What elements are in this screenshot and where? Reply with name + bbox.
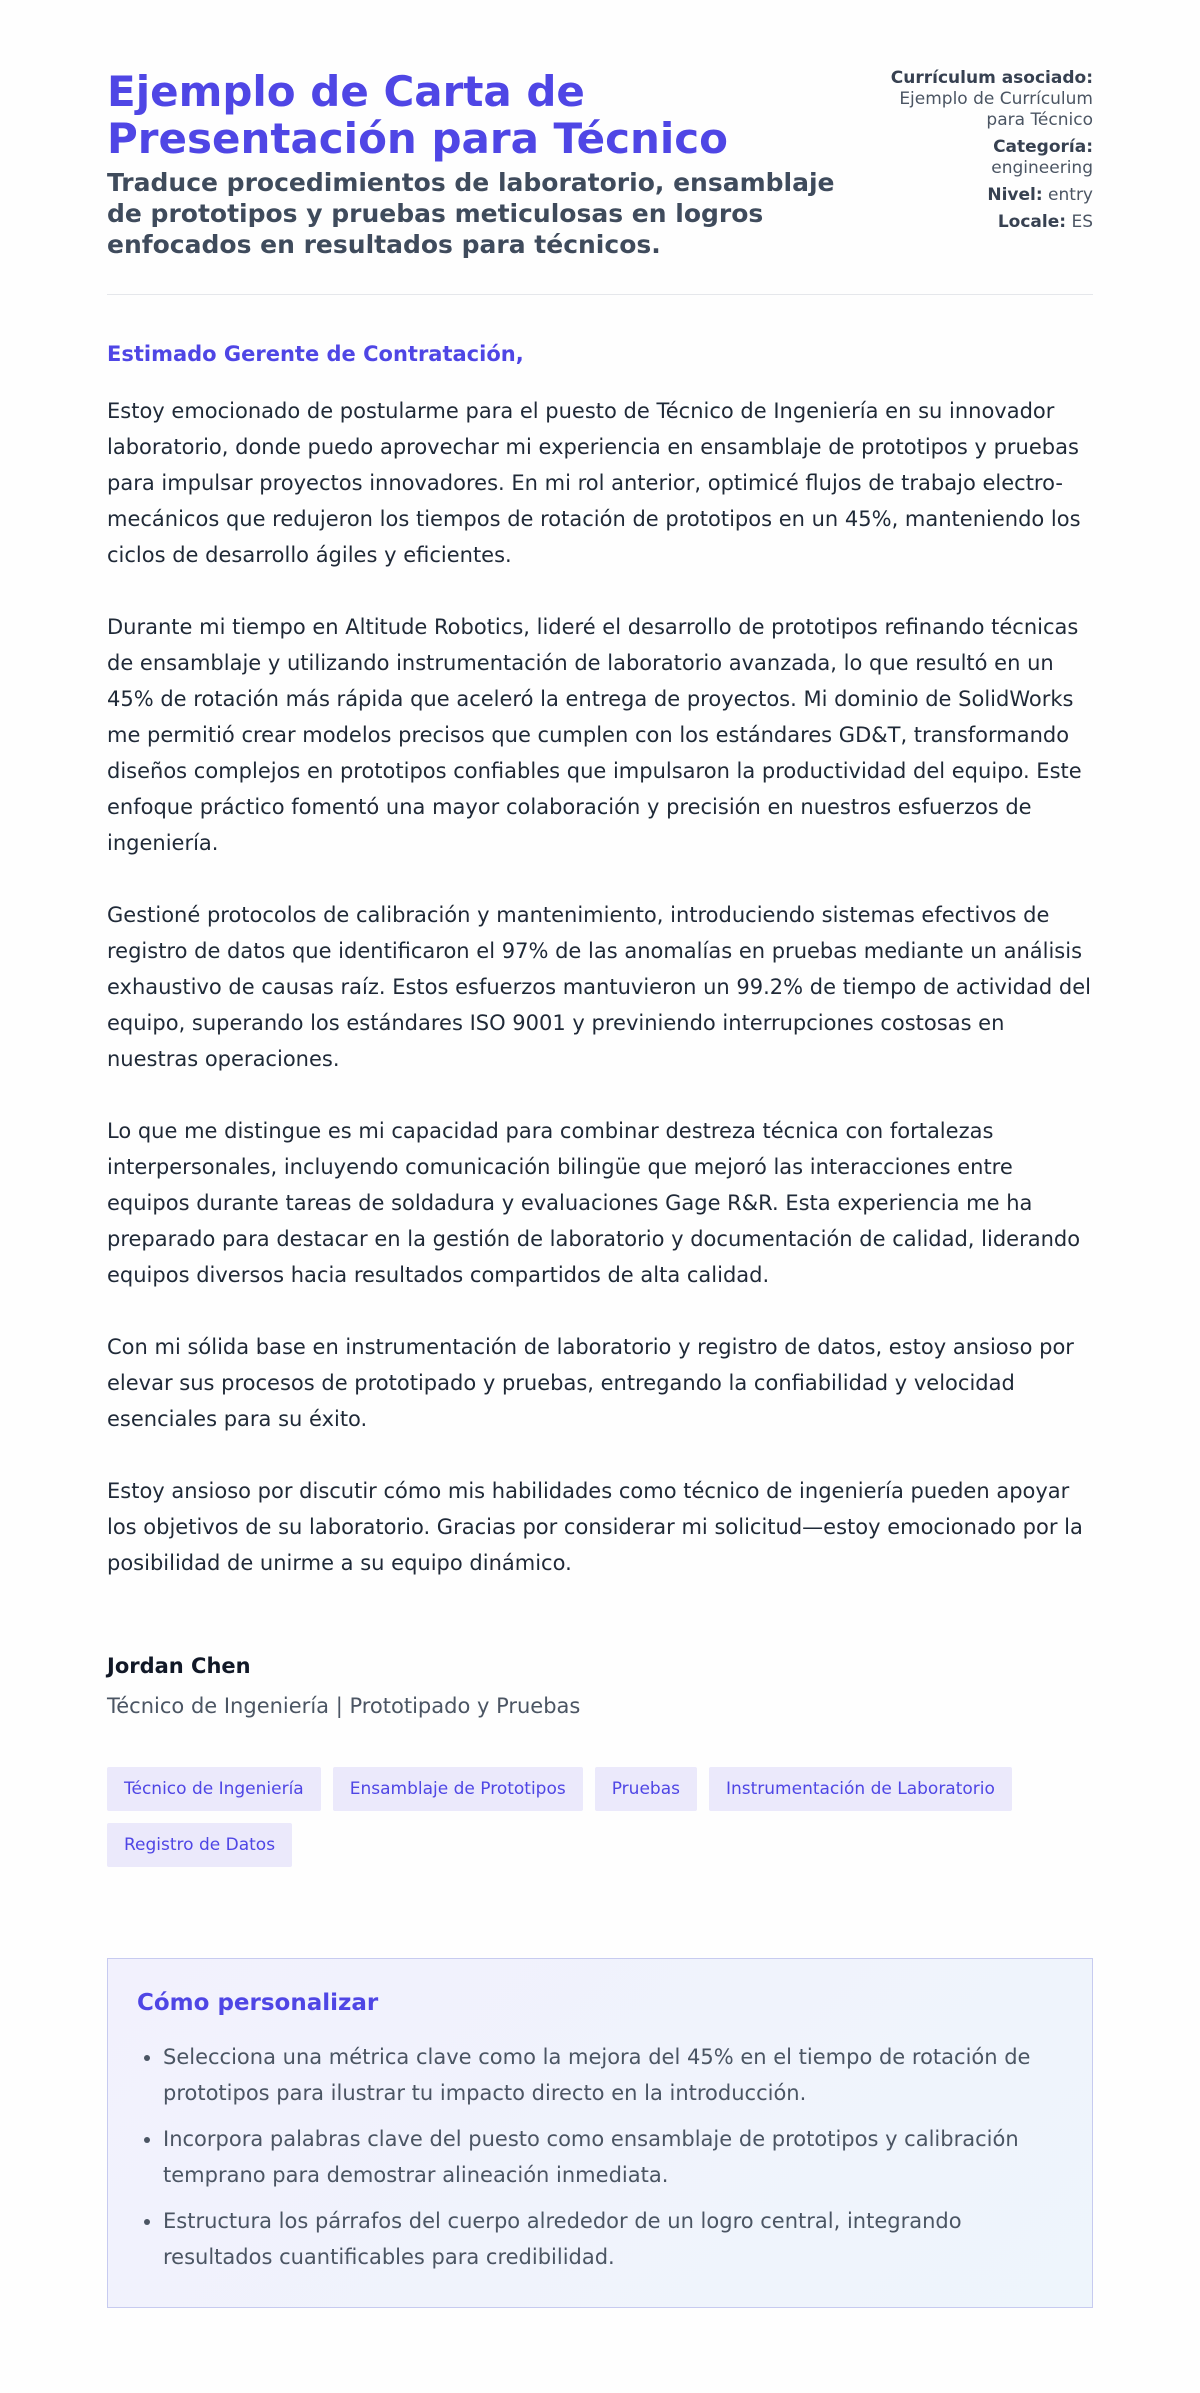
meta-locale xyxy=(885,212,1093,233)
meta-panel xyxy=(885,68,1093,239)
guide-item: • Estructura los párrafos del cuerpo alrededor de un logro central, integrando resultados cuantificables para credibilidad. xyxy=(163,2203,1063,2275)
letter-paragraph: Estoy ansioso por discutir cómo mis habilidades como técnico de ingeniería pueden apoyar los objetivos de su laboratorio. Gracias por considerar mi solicitud—estoy emocionado por la posibilidad de unirme a su equipo dinámico. xyxy=(107,1479,1083,1575)
signature-title: Técnico de Ingeniería | Prototipado y Pruebas xyxy=(107,1694,581,1718)
meta-locale-label: Locale: xyxy=(997,212,1067,232)
meta-category-value: engineering xyxy=(991,158,1093,178)
customization-guide xyxy=(107,1958,1093,2308)
header-titles xyxy=(107,68,867,260)
guide-item: • Incorpora palabras clave del puesto como ensamblaje de prototipos y calibración temprano para demostrar alineación inmediata. xyxy=(163,2121,1063,2193)
meta-level-label: Nivel: xyxy=(987,185,1043,205)
meta-level xyxy=(885,185,1093,206)
letter-paragraph: Durante mi tiempo en Altitude Robotics, lideré el desarrollo de prototipos refinando técnicas de ensamblaje y utilizando instrumentación de laboratorio avanzada, lo que resultó en un 45% de rotación más rápida que aceleró la entrega de proyectos. Mi dominio de SolidWorks me permitió crear modelos precisos que cumplen con los estándares GD&T, transformando diseños complejos en prototipos confiables que impulsaron la productividad del equipo. Este enfoque práctico fomentó una mayor colaboración y precisión en nuestros esfuerzos de ingeniería. xyxy=(107,615,1082,855)
guide-list xyxy=(137,2039,1063,2275)
meta-resume-label: Currículum asociado: xyxy=(890,68,1093,88)
letter-paragraph: Gestioné protocolos de calibración y mantenimiento, introduciendo sistemas efectivos de registro de datos que identificaron el 97% de las anomalías en pruebas mediante un análisis exhaustivo de causas raíz. Estos esfuerzos mantuvieron un 99.2% de tiempo de actividad del equipo, superando los estándares ISO 9001 y previniendo interrupciones costosas en nuestras operaciones. xyxy=(107,903,1091,1071)
meta-resume-value: Ejemplo de Currículum para Técnico xyxy=(899,89,1093,130)
tag: Ensamblaje de Prototipos xyxy=(333,1767,583,1811)
letter-paragraph: Con mi sólida base en instrumentación de laboratorio y registro de datos, estoy ansioso por elevar sus procesos de prototipado y pruebas, entregando la confiabilidad y velocidad esenciales para su éxito. xyxy=(107,1335,1074,1431)
meta-category xyxy=(885,137,1093,179)
meta-category-label: Categoría: xyxy=(993,137,1093,157)
guide-item: • Selecciona una métrica clave como la mejora del 45% en el tiempo de rotación de prototipos para ilustrar tu impacto directo en la introducción. xyxy=(163,2039,1063,2111)
letter-paragraph: Lo que me distingue es mi capacidad para combinar destreza técnica con fortalezas interpersonales, incluyendo comunicación bilingüe que mejoró las interacciones entre equipos durante tareas de soldadura y evaluaciones Gage R&R. Esta experiencia me ha preparado para destacar en la gestión de laboratorio y documentación de calidad, liderando equipos diversos hacia resultados compartidos de alta calidad. xyxy=(107,1119,1081,1287)
page-header xyxy=(107,68,1093,295)
signature-name: Jordan Chen xyxy=(107,1654,251,1678)
letter-body xyxy=(107,295,1093,1719)
salutation: Estimado Gerente de Contratación, xyxy=(107,342,524,366)
meta-resume xyxy=(885,68,1093,131)
tag: Instrumentación de Laboratorio xyxy=(709,1767,1012,1811)
tag: Registro de Datos xyxy=(107,1823,292,1867)
tag: Técnico de Ingeniería xyxy=(107,1767,321,1811)
page-subtitle: Traduce procedimientos de laboratorio, ensamblaje de prototipos y pruebas meticulosas en logros enfocados en resultados para técnicos. xyxy=(107,168,835,259)
tag: Pruebas xyxy=(595,1767,697,1811)
letter-paragraph: Estoy emocionado de postularme para el puesto de Técnico de Ingeniería en su innovador laboratorio, donde puedo aprovechar mi experiencia en ensamblaje de prototipos y pruebas para impulsar proyectos innovadores. En mi rol anterior, optimicé flujos de trabajo electro-mecánicos que redujeron los tiempos de rotación de prototipos en un 45%, manteniendo los ciclos de desarrollo ágiles y eficientes. xyxy=(107,399,1081,567)
meta-locale-value: ES xyxy=(1071,212,1093,232)
meta-level-value: entry xyxy=(1048,185,1093,205)
page-title: Ejemplo de Carta de Presentación para Técnico xyxy=(107,67,729,163)
tag-list xyxy=(107,1767,1093,1867)
guide-title: Cómo personalizar xyxy=(137,1990,379,2016)
